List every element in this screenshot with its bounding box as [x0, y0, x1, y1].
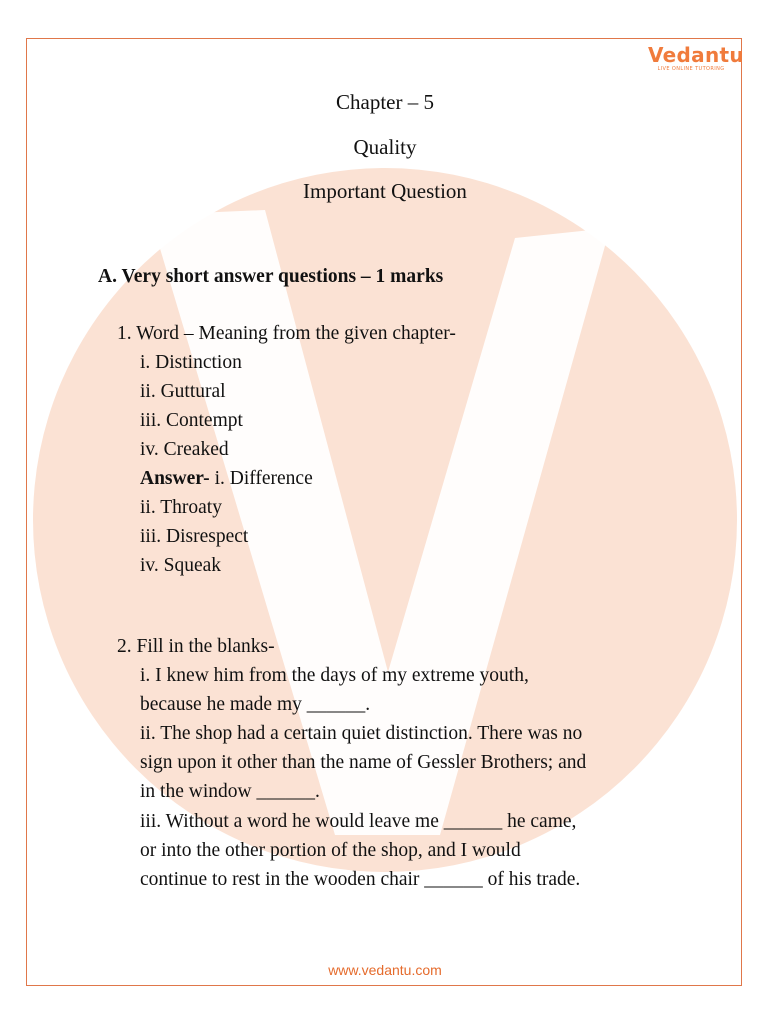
question-2-line: continue to rest in the wooden chair ______ of his trade. [140, 869, 581, 890]
question-2-line: because he made my ______. [140, 694, 371, 715]
chapter-heading: Chapter – 5 [336, 90, 434, 114]
question-2-line: ii. The shop had a certain quiet distinction. There was no [140, 723, 583, 744]
footer-url[interactable]: www.vedantu.com [328, 962, 442, 978]
question-2-prompt: 2. Fill in the blanks- [117, 636, 275, 657]
answer-label: Answer- [140, 468, 210, 489]
question-2-line: sign upon it other than the name of Gessler Brothers; and [140, 752, 587, 773]
question-2-line: in the window ______. [140, 781, 320, 802]
section-heading: A. Very short answer questions – 1 marks [98, 266, 444, 287]
vedantu-logo [648, 43, 744, 72]
question-1-item: iii. Contempt [140, 410, 243, 431]
question-2-line: or into the other portion of the shop, and I would [140, 840, 521, 861]
question-2-line: iii. Without a word he would leave me ______ he came, [140, 811, 577, 832]
logo-word: Vedantu [648, 43, 744, 67]
logo-tagline: LIVE ONLINE TUTORING [657, 66, 725, 72]
question-2-line: i. I knew him from the days of my extreme youth, [140, 665, 529, 686]
question-1-answer-item: ii. Throaty [140, 497, 222, 518]
page-title: Quality [353, 135, 417, 159]
question-1-answer [140, 468, 313, 490]
question-1-answer-item: iii. Disrespect [140, 526, 249, 547]
question-1-item: i. Distinction [140, 352, 242, 373]
question-1-item: iv. Creaked [140, 439, 229, 460]
question-1-prompt: 1. Word – Meaning from the given chapter- [117, 323, 456, 344]
page-subtitle: Important Question [303, 179, 467, 203]
question-1-answer-item: iv. Squeak [140, 555, 222, 576]
question-1-item: ii. Guttural [140, 381, 226, 402]
answer-text: i. Difference [209, 468, 313, 489]
